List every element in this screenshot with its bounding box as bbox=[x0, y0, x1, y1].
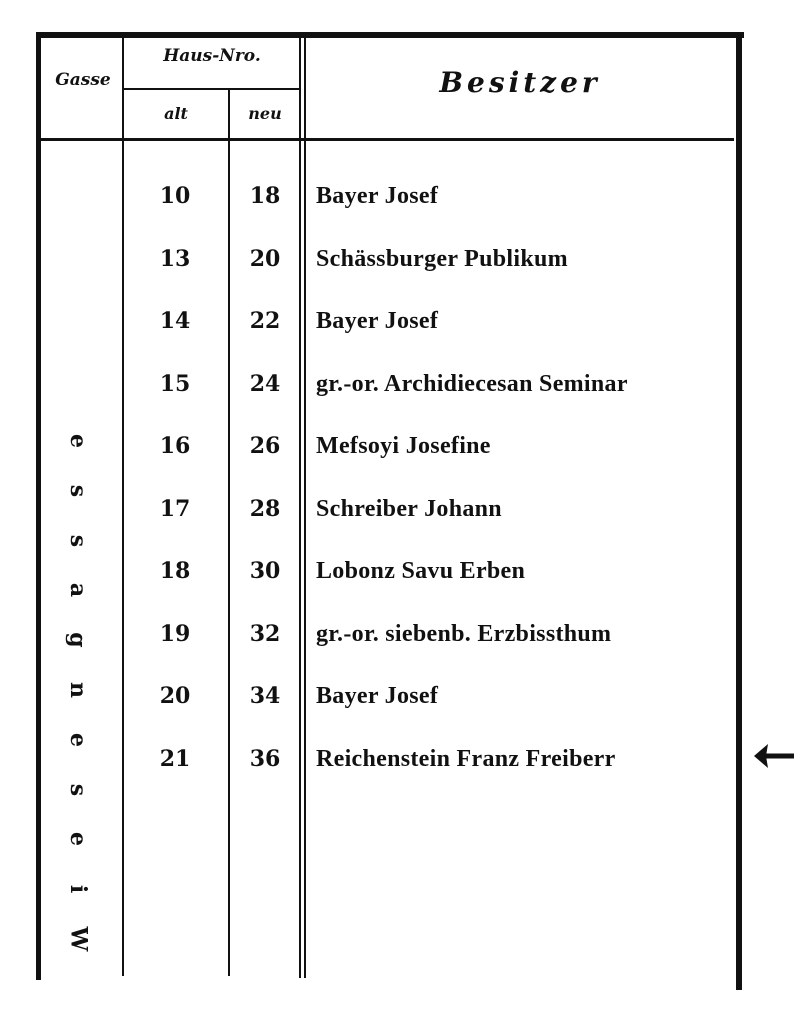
owner-name: gr.-or. Archidiecesan Seminar bbox=[316, 370, 628, 397]
street-name-letter: e bbox=[65, 434, 91, 448]
house-number-old: 15 bbox=[159, 370, 191, 397]
owner-name: gr.-or. siebenb. Erzbissthum bbox=[316, 620, 612, 647]
owner-name: Mefsoyi Josefine bbox=[316, 433, 491, 459]
header-neu: neu bbox=[248, 104, 282, 123]
street-name-letter: s bbox=[64, 484, 91, 497]
house-number-old: 21 bbox=[159, 745, 191, 772]
frame-right-rule bbox=[736, 32, 742, 990]
table-row bbox=[124, 364, 736, 404]
street-name-vertical bbox=[56, 430, 100, 950]
house-number-old: 20 bbox=[159, 683, 191, 709]
street-name-letter: i bbox=[64, 884, 91, 894]
owner-name: Bayer Josef bbox=[316, 683, 439, 709]
house-number-new: 32 bbox=[249, 620, 281, 647]
house-number-new: 36 bbox=[249, 745, 281, 772]
house-number-old: 17 bbox=[159, 495, 191, 522]
house-number-new: 24 bbox=[249, 370, 281, 397]
house-number-new: 28 bbox=[249, 495, 281, 522]
header-gasse: Gasse bbox=[55, 70, 111, 90]
house-number-old: 19 bbox=[159, 620, 191, 647]
frame-left-rule bbox=[36, 32, 41, 980]
street-name-letter: W bbox=[65, 926, 91, 952]
street-name-letter: s bbox=[64, 534, 91, 547]
owner-name: Schreiber Johann bbox=[316, 495, 502, 522]
table-row bbox=[124, 239, 736, 279]
house-number-new: 34 bbox=[249, 683, 281, 709]
table-row bbox=[124, 614, 736, 654]
house-number-old: 14 bbox=[159, 308, 191, 334]
street-name-letter: s bbox=[64, 783, 91, 796]
table-row bbox=[124, 489, 736, 529]
table-row bbox=[124, 301, 736, 341]
owner-name: Bayer Josef bbox=[316, 308, 439, 334]
table-row bbox=[124, 551, 736, 591]
house-number-old: 13 bbox=[159, 245, 191, 272]
owner-name: Schässburger Publikum bbox=[316, 245, 568, 272]
table-row bbox=[124, 676, 736, 716]
header-besitzer: Besitzer bbox=[439, 66, 601, 99]
table-row bbox=[124, 739, 736, 779]
street-name-letter: e bbox=[65, 732, 91, 747]
street-name-letter: e bbox=[65, 832, 91, 847]
header-alt: alt bbox=[164, 104, 188, 123]
street-name-letter: g bbox=[64, 632, 91, 648]
house-number-old: 18 bbox=[159, 558, 191, 584]
frame-top-rule bbox=[36, 32, 744, 38]
street-name-letter: n bbox=[65, 681, 91, 698]
house-number-old: 10 bbox=[159, 183, 191, 209]
street-name-letter: a bbox=[64, 583, 91, 598]
header-haus-nro: Haus-Nro. bbox=[163, 46, 261, 66]
house-number-new: 18 bbox=[249, 183, 281, 209]
header-bottom-rule bbox=[36, 138, 734, 141]
owner-name: Lobonz Savu Erben bbox=[316, 558, 526, 584]
owner-name: Reichenstein Franz Freiberr bbox=[316, 745, 616, 772]
house-number-new: 20 bbox=[249, 245, 281, 272]
house-number-new: 30 bbox=[249, 558, 281, 584]
owner-name: Bayer Josef bbox=[316, 183, 439, 209]
house-number-new: 26 bbox=[249, 433, 281, 459]
left-arrow-icon bbox=[752, 738, 796, 774]
table-row bbox=[124, 426, 736, 466]
house-number-new: 22 bbox=[249, 308, 281, 334]
column-divider-alt-neu bbox=[228, 90, 230, 976]
table-row bbox=[124, 176, 736, 216]
haus-nro-split-rule bbox=[124, 88, 300, 90]
house-number-old: 16 bbox=[159, 433, 191, 459]
